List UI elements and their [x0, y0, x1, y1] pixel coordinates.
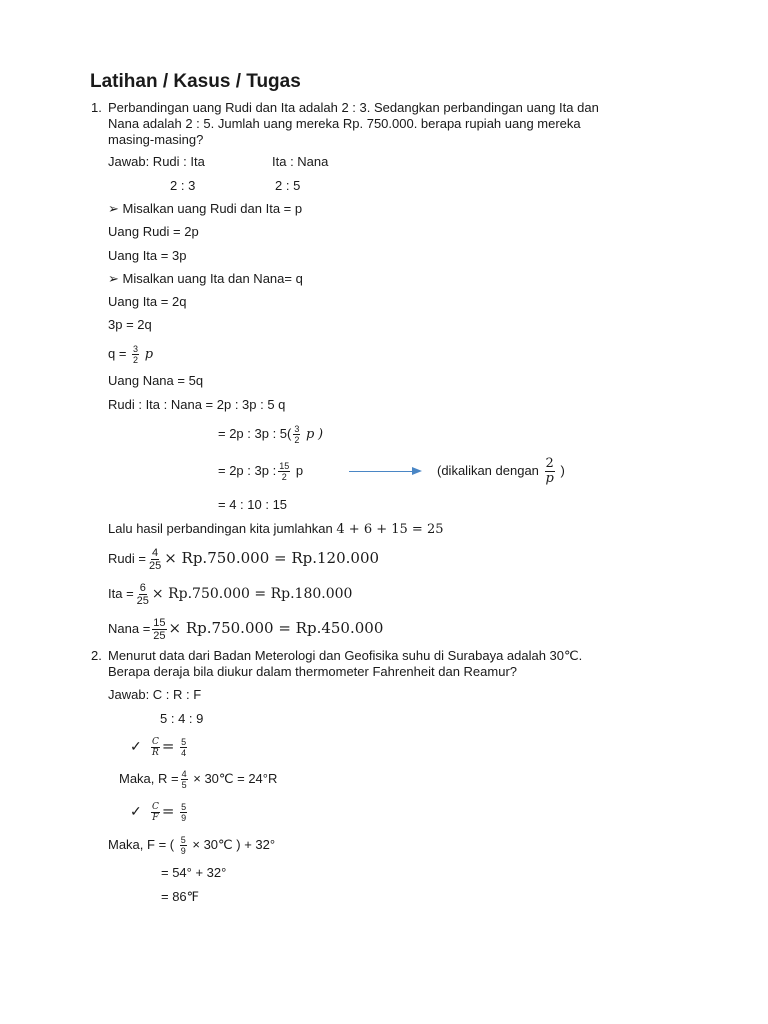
lalu-text: Lalu hasil perbandingan kita jumlahkan 4 + 6 + 15 = 25 — [108, 521, 444, 537]
fraction-15-25: $\frac{15}{25}$ — [153, 617, 166, 643]
fraction-fifteen-halves: $\frac{15}{2}$ — [279, 461, 290, 483]
rudi-result: Rudi = $\frac{4}{25}$ × Rp.750.000 = Rp.120.000 — [108, 547, 380, 573]
ratio-ita-nana: 2 : 5 — [275, 178, 301, 193]
ratio-line-2: = 2p : 3p : 5( $\frac{3}{2}$ p ) — [218, 424, 324, 446]
maka-r: Maka, R = $\frac{4}{5}$ × 30℃ = 24°R — [119, 769, 278, 791]
jawab-rudi-ita: Jawab: Rudi : Ita — [108, 154, 205, 169]
check-icon: ✓ — [130, 803, 142, 819]
ratio-line-4: = 4 : 10 : 15 — [218, 497, 288, 512]
question-1-line-1: Perbandingan uang Rudi dan Ita adalah 2 : 3. Sedangkan perbandingan uang Ita dan — [108, 100, 599, 115]
question-2-line-1: Menurut data dari Badan Meterologi dan Geofisika suhu di Surabaya adalah 30℃. — [108, 648, 583, 663]
fraction-two-over-p: $\frac{2}{p}$ — [545, 456, 554, 487]
question-number-2: 2. — [91, 648, 102, 663]
q-equals: q = — [108, 346, 131, 361]
bullet-misalkan-q: ➢ Misalkan uang Ita dan Nana= q — [108, 271, 303, 286]
check-icon: ✓ — [130, 738, 142, 754]
ratio-crf: 5 : 4 : 9 — [160, 711, 204, 726]
f-line-3: = 86℉ — [161, 889, 200, 904]
bullet-misalkan-p: ➢ Misalkan uang Rudi dan Ita = p — [108, 201, 303, 216]
question-2-line-2: Berapa deraja bila diukur dalam thermometer Fahrenheit dan Reamur? — [108, 664, 517, 679]
ita-result: Ita = $\frac{6}{25}$ × Rp.750.000 = Rp.180.000 — [108, 582, 353, 608]
question-number-1: 1. — [91, 100, 102, 115]
ratio-line-1: Rudi : Ita : Nana = 2p : 3p : 5 q — [108, 397, 286, 412]
ratio-rudi-ita: 2 : 3 — [170, 178, 196, 193]
equation-q — [108, 342, 153, 367]
nana-result: Nana = $\frac{15}{25}$ × Rp.750.000 = Rp.450.000 — [108, 617, 384, 643]
question-1-line-3: masing-masing? — [108, 132, 204, 147]
ita-nana-header: Ita : Nana — [272, 154, 329, 169]
fraction-4-25: $\frac{4}{25}$ — [148, 547, 162, 573]
q-var-p: p — [144, 347, 154, 362]
uang-rudi-2p: Uang Rudi = 2p — [108, 224, 199, 239]
uang-nana-5q: Uang Nana = 5q — [108, 373, 204, 388]
fraction-6-25: $\frac{6}{25}$ — [136, 582, 149, 608]
check-c-over-f: ✓ $\frac{C}{F}$ = $\frac{5}{9}$ — [130, 802, 187, 824]
fraction-5-4: $\frac{5}{4}$ — [181, 737, 187, 759]
maka-f: Maka, F = ( $\frac{5}{9}$ × 30℃ ) + 32° — [108, 835, 276, 857]
jawab-crf: Jawab: C : R : F — [108, 687, 202, 702]
dikalikan-note: (dikalikan dengan $\frac{2}{p}$ ) — [437, 456, 565, 487]
uang-ita-3p: Uang Ita = 3p — [108, 248, 187, 263]
ratio-line-3: = 2p : 3p : $\frac{15}{2}$ p — [218, 461, 304, 483]
fraction-three-halves: $\frac{3}{2}$ — [294, 424, 300, 446]
fraction-c-f: $\frac{C}{F}$ — [151, 802, 159, 824]
sum-expression: 4 + 6 + 15 = 25 — [336, 522, 444, 537]
question-1-line-2: Nana adalah 2 : 5. Jumlah uang mereka Rp. 750.000. berapa rupiah uang mereka — [108, 116, 581, 131]
arrowhead-icon — [412, 467, 422, 475]
fraction-5-9: $\frac{5}{9}$ — [180, 835, 186, 857]
fraction-c-r: $\frac{C}{R}$ — [151, 737, 159, 759]
f-line-2: = 54° + 32° — [161, 865, 227, 880]
uang-ita-2q: Uang Ita = 2q — [108, 294, 187, 309]
fraction-4-5: $\frac{4}{5}$ — [181, 769, 187, 791]
page-title: Latihan / Kasus / Tugas — [90, 71, 301, 92]
arrow-right-icon — [349, 471, 415, 472]
equation-3p-2q: 3p = 2q — [108, 317, 152, 332]
fraction-three-halves: $\frac{3}{2}$ — [133, 344, 139, 366]
check-c-over-r: ✓ $\frac{C}{R}$ = $\frac{5}{4}$ — [130, 737, 187, 759]
fraction-5-9: $\frac{5}{9}$ — [181, 802, 187, 824]
